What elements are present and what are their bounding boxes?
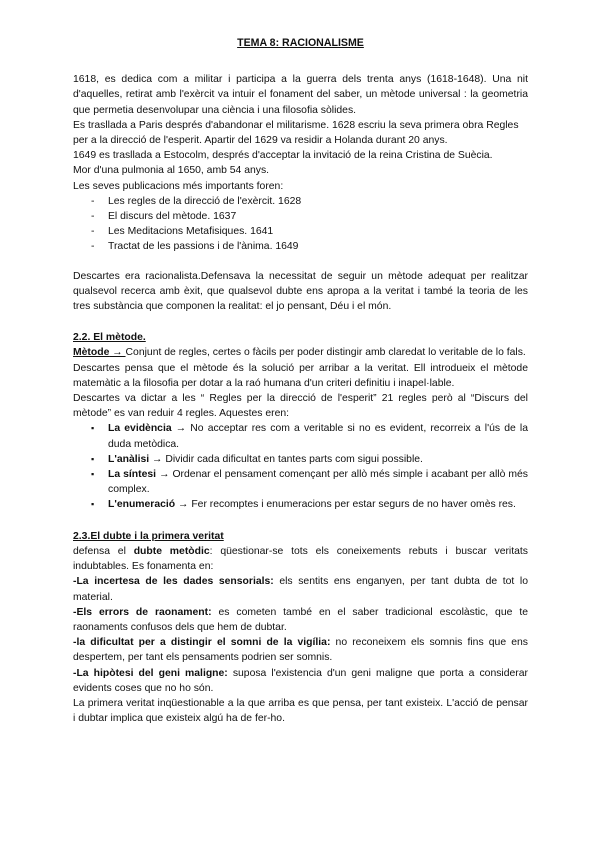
dubte-point-term: -La hipòtesi del geni maligne: <box>73 667 228 679</box>
page-title: TEMA 8: RACIONALISME <box>237 37 364 49</box>
rule-term: La evidència <box>108 423 172 435</box>
dubte-term: dubte metòdic <box>133 545 210 557</box>
publication-item: - Les regles de la direcció de l'exèrcit. 1628 <box>91 194 528 209</box>
metode-paragraph-1: Descartes pensa que el mètode és la solució per arribar a la veritat. Ell introdueix el mètode matemàtic a la filosofia per dotar a la raó humana d'un criteri definitiu i inapel·lable. <box>73 362 528 389</box>
definition-arrow: → <box>109 347 126 359</box>
dubte-point <box>73 666 528 696</box>
intro-paragraph-3: 1649 es trasllada a Estocolm, després d'acceptar la invitació de la reina Cristina de Suècia. <box>73 150 493 162</box>
rule-item <box>91 452 528 467</box>
section-heading-dubte: 2.3.El dubte i la primera veritat <box>73 530 224 542</box>
rule-term: La síntesi <box>108 469 157 481</box>
definition-text: Conjunt de regles, certes o fàcils per poder distingir amb claredat lo veritable de lo fals. <box>125 347 526 359</box>
dubte-point <box>73 605 528 635</box>
rule-item <box>91 467 528 497</box>
rule-text: → Dividir cada dificultat en tantes parts com sigui possible. <box>149 453 423 465</box>
publications-list <box>73 194 528 255</box>
intro-paragraph-6: Descartes era racionalista.Defensava la necessitat de seguir un mètode adequat per realitzar qualsevol recerca amb èxit, que qualsevol dubte ens apropa a la veritat i també la teoria de les tres substància que componen la realitat: el jo pensant, Déu i el món. <box>73 270 528 313</box>
document-page <box>73 36 528 726</box>
dubte-point-term: -La incertesa de les dades sensorials: <box>73 576 274 588</box>
definition-term: Mètode <box>73 347 110 359</box>
publication-item: - Les Meditacions Metafisiques. 1641 <box>91 224 528 239</box>
publication-item: - Tractat de les passions i de l'ànima. 1649 <box>91 239 528 254</box>
metode-paragraph-2: Descartes va dictar a les “ Regles per la direcció de l'esperit” 21 regles però al “Discurs del mètode” es van reduir 4 regles. Aquestes eren: <box>73 393 528 420</box>
rule-item <box>91 421 528 451</box>
dubte-intro-rest: : qüestionar-se tots els coneixements rebuts i buscar veritats indubtables. Es fonamenta en: <box>73 545 528 573</box>
rule-text: → No acceptar res com a veritable si no es evident, recorreix a l'ús de la duda metòdica. <box>108 423 528 450</box>
rule-item <box>91 497 528 512</box>
metode-definition <box>73 345 528 360</box>
dubte-paragraph-final: La primera veritat inqüestionable a la que arriba es que pensa, per tant existeix. L'acció de pensar i dubtar implica que existeix algú ha de fer-ho. <box>73 697 528 725</box>
dubte-point <box>73 574 528 604</box>
dubte-point-text: no reconeixem els somnis fins que ens despertem, per tant els pensaments podrien ser somnis. <box>73 637 528 664</box>
rule-term: L'enumeració <box>108 499 176 511</box>
section-heading-metode: 2.2. El mètode. <box>73 332 146 344</box>
intro-paragraph-5: Les seves publicacions més importants foren: <box>73 180 284 192</box>
dubte-point-term: -la dificultat per a distingir el somni de la vigília: <box>73 637 331 649</box>
rules-list <box>73 421 528 512</box>
dubte-point-text: es cometen també en el saber tradicional escolàstic, que te raonaments confusos dels que hem de dubtar. <box>73 606 528 633</box>
dubte-point-text: els sentits ens enganyen, per tant dubta de tot lo material. <box>73 576 528 603</box>
dubte-point <box>73 635 528 665</box>
rule-text: → Ordenar el pensament començant per allò més simple i acabant per allò més complex. <box>108 469 528 496</box>
publication-item: - El discurs del mètode. 1637 <box>91 209 528 224</box>
intro-paragraph-2: Es trasllada a Paris després d'abandonar el militarisme. 1628 escriu la seva primera obra Regles per a la direcció de l'esperit. Apartir del 1629 va residir a Holanda durant 20 anys. <box>73 119 519 147</box>
dubte-point-term: -Els errors de raonament: <box>73 606 212 618</box>
rule-text: → Fer recomptes i enumeracions per estar segurs de no haver omès res. <box>175 499 516 511</box>
rule-term: L'anàlisi <box>108 453 150 465</box>
intro-paragraph-4: Mor d'una pulmonia al 1650, amb 54 anys. <box>73 165 270 177</box>
intro-paragraph-1: 1618, es dedica com a militar i participa a la guerra dels trenta anys (1618-1648). Una nit d'aquelles, retirat amb l'exèrcit va intuir el fonament del saber, un mètode universal : la geometria que permetia desenvolupar una ciència i una filosofia sòlides. <box>73 74 528 116</box>
dubte-intro-text: defensa el <box>73 545 134 557</box>
dubte-point-text: suposa l'existencia d'un geni maligne que porta a considerar evidents coses que no ho són. <box>73 667 528 694</box>
dubte-paragraph-1 <box>73 544 528 574</box>
